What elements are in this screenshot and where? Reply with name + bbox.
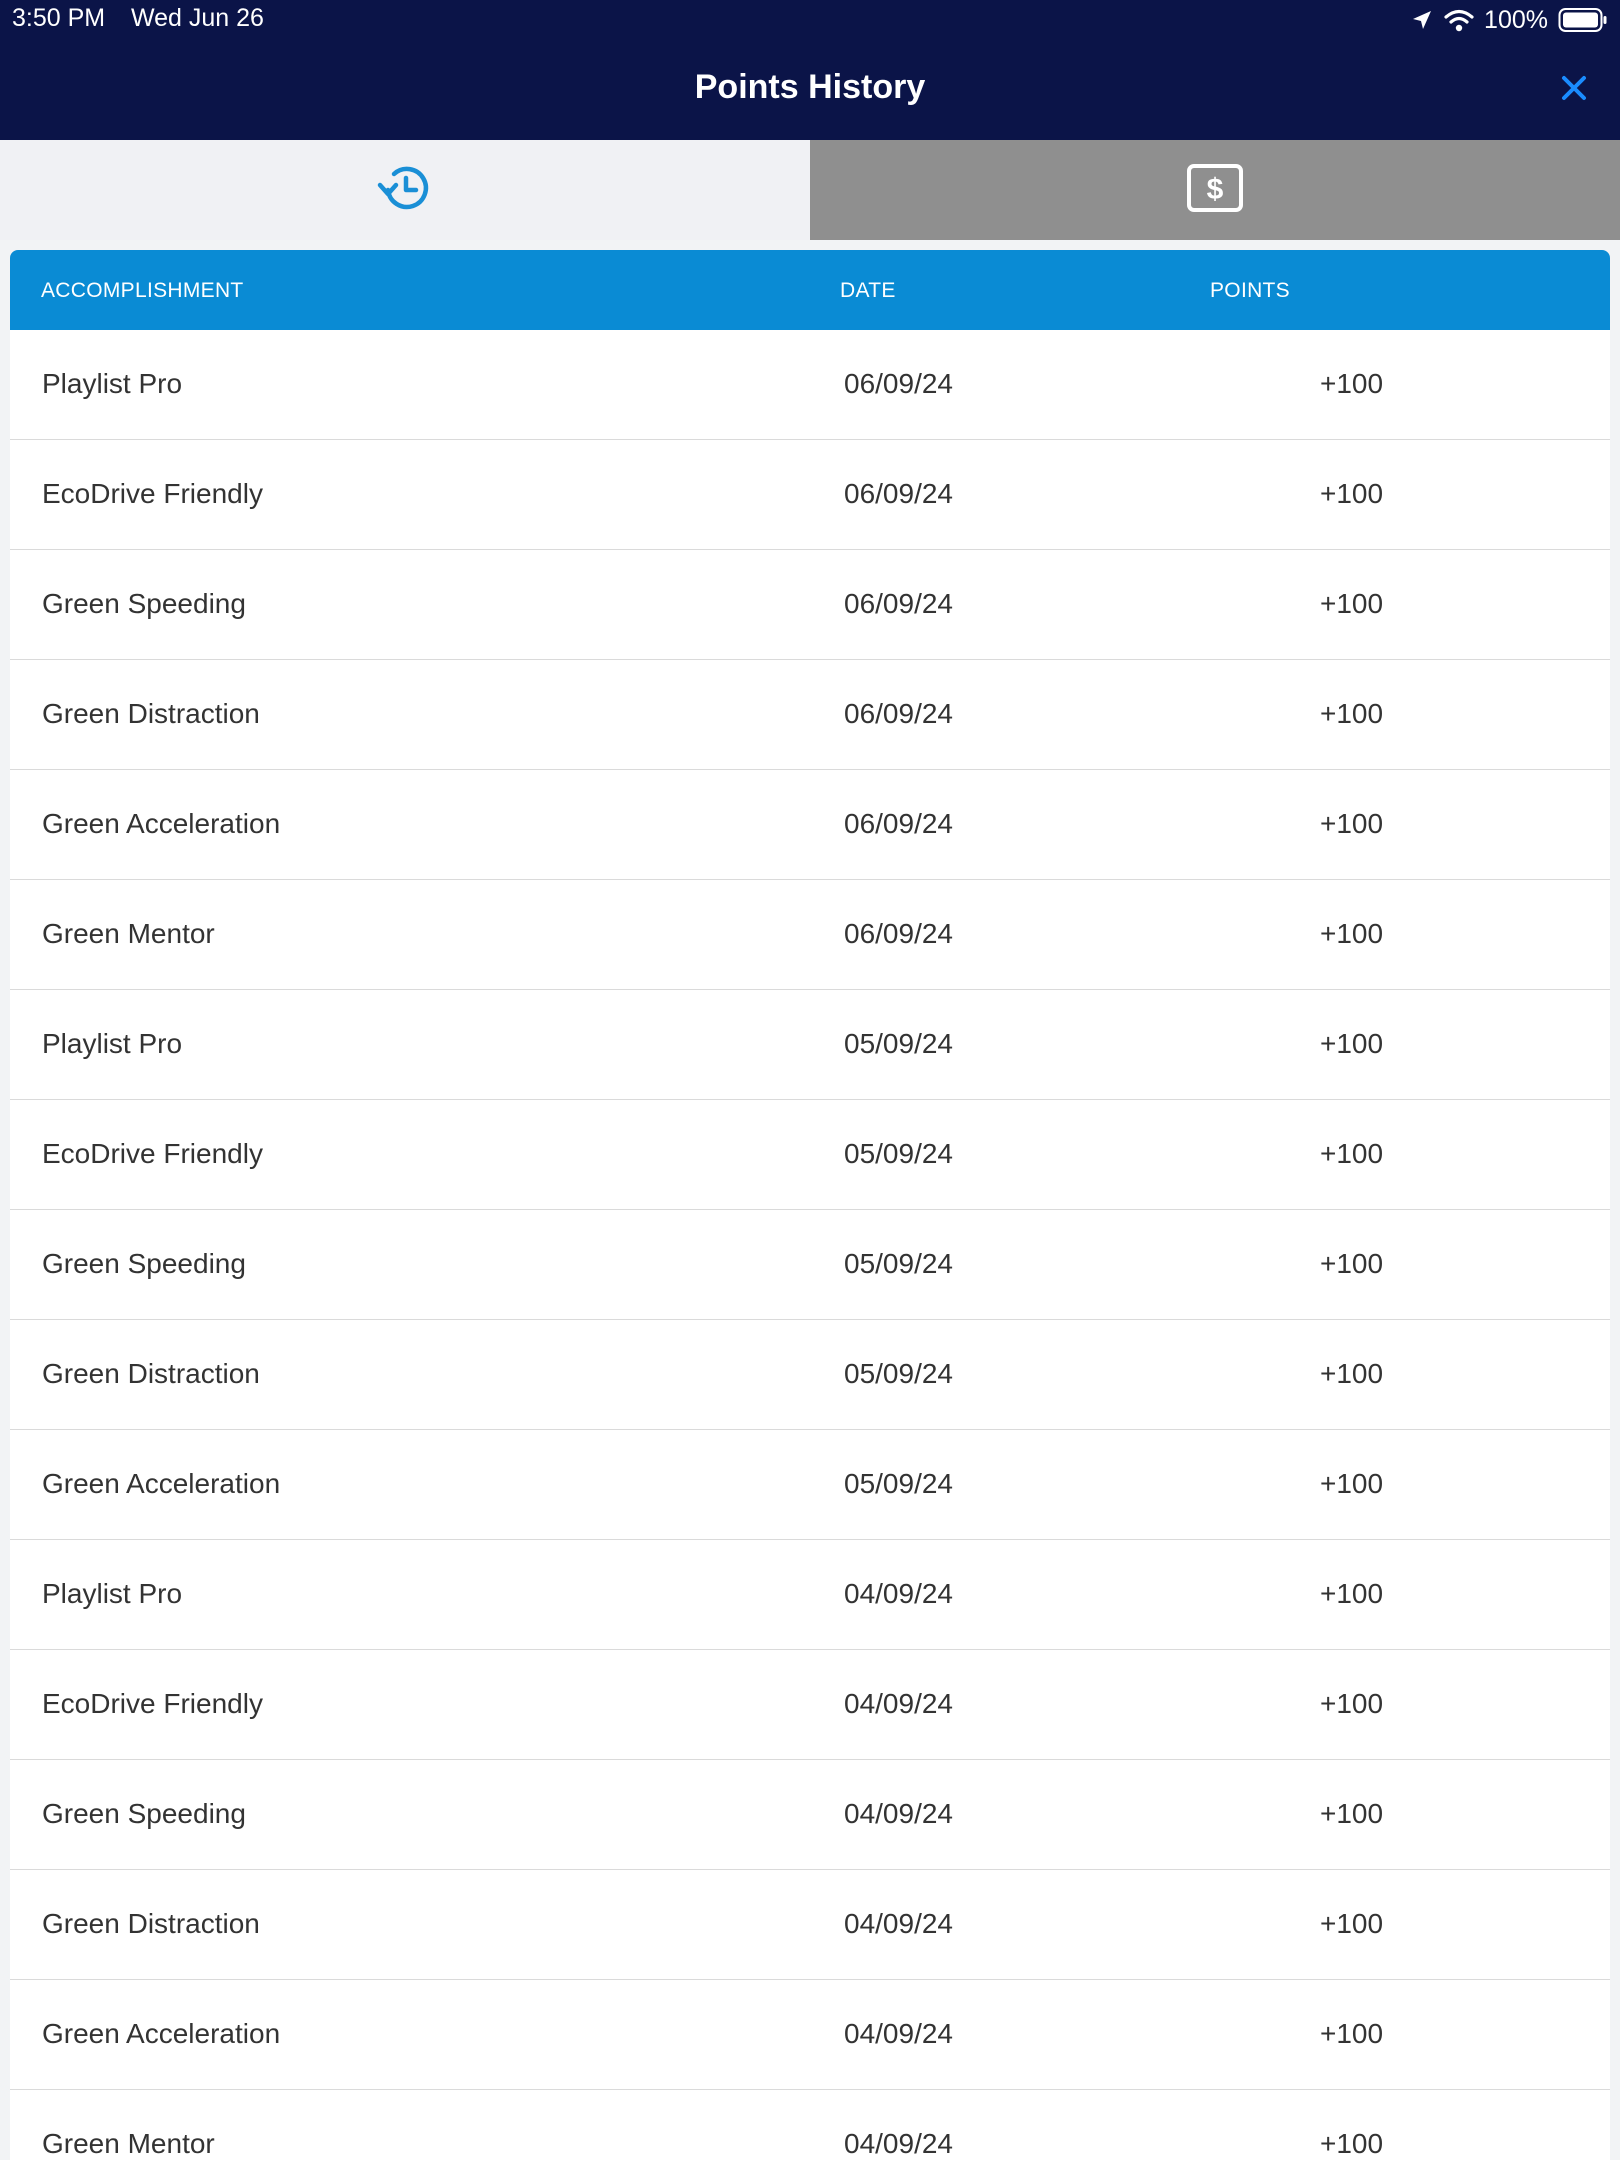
accomplishment-cell: Green Acceleration (42, 1468, 281, 1499)
table-row[interactable] (10, 440, 1610, 550)
date-cell: 05/09/24 (844, 1028, 953, 1059)
points-cell: +100 (1320, 1908, 1384, 1939)
status-time: 3:50 PM (12, 4, 106, 32)
date-cell: 06/09/24 (844, 808, 953, 839)
column-header-points: POINTS (1210, 279, 1290, 302)
accomplishment-cell: Green Speeding (42, 588, 246, 619)
points-cell: +100 (1320, 918, 1384, 949)
table-row[interactable] (10, 1650, 1610, 1760)
date-cell: 05/09/24 (844, 1138, 953, 1169)
table-row[interactable] (10, 330, 1610, 440)
table-row[interactable] (10, 880, 1610, 990)
accomplishment-cell: Green Acceleration (42, 808, 281, 839)
close-button[interactable] (1554, 68, 1594, 108)
date-cell: 06/09/24 (844, 918, 953, 949)
points-cell: +100 (1320, 1688, 1384, 1719)
table-row[interactable] (10, 1430, 1610, 1540)
accomplishment-cell: Green Distraction (42, 698, 260, 729)
tab-history[interactable] (0, 140, 810, 240)
date-cell: 04/09/24 (844, 1688, 953, 1719)
points-cell: +100 (1320, 1358, 1384, 1389)
points-cell: +100 (1320, 1248, 1384, 1279)
column-header-date: DATE (840, 279, 896, 302)
date-cell: 05/09/24 (844, 1248, 953, 1279)
wifi-icon (1444, 8, 1474, 32)
table-row[interactable] (10, 2090, 1610, 2160)
points-cell: +100 (1320, 2128, 1384, 2159)
accomplishment-cell: Green Distraction (42, 1358, 260, 1389)
date-cell: 04/09/24 (844, 1578, 953, 1609)
points-cell: +100 (1320, 1138, 1384, 1169)
points-cell: +100 (1320, 1028, 1384, 1059)
history-icon (375, 158, 435, 223)
page-title: Points History (694, 68, 926, 106)
table-row[interactable] (10, 550, 1610, 660)
status-date: Wed Jun 26 (131, 4, 264, 32)
accomplishment-cell: Playlist Pro (42, 1578, 183, 1609)
close-icon (1554, 95, 1594, 112)
battery-icon (1558, 7, 1608, 33)
date-cell: 04/09/24 (844, 2128, 953, 2159)
table-row[interactable] (10, 1870, 1610, 1980)
table-row[interactable] (10, 770, 1610, 880)
accomplishment-cell: Green Acceleration (42, 2018, 281, 2049)
accomplishment-cell: Green Mentor (42, 918, 215, 949)
table-row[interactable] (10, 1540, 1610, 1650)
date-cell: 04/09/24 (844, 1908, 953, 1939)
accomplishment-cell: Playlist Pro (42, 368, 183, 399)
accomplishment-cell: EcoDrive Friendly (42, 1138, 263, 1169)
table-row[interactable] (10, 660, 1610, 770)
points-cell: +100 (1320, 368, 1384, 399)
tab-redeem[interactable] (810, 140, 1620, 240)
date-cell: 05/09/24 (844, 1468, 953, 1499)
table-row[interactable] (10, 1760, 1610, 1870)
dollar-bill-icon (1185, 162, 1245, 219)
date-cell: 06/09/24 (844, 368, 953, 399)
table-row[interactable] (10, 1100, 1610, 1210)
points-cell: +100 (1320, 588, 1384, 619)
battery-percent: 100% (1484, 5, 1548, 34)
table-header (10, 250, 1610, 330)
points-cell: +100 (1320, 808, 1384, 839)
accomplishment-cell: EcoDrive Friendly (42, 478, 263, 509)
points-table (10, 250, 1610, 2160)
accomplishment-cell: Playlist Pro (42, 1028, 183, 1059)
table-row[interactable] (10, 990, 1610, 1100)
accomplishment-cell: Green Speeding (42, 1798, 246, 1829)
points-cell: +100 (1320, 1798, 1384, 1829)
date-cell: 06/09/24 (844, 698, 953, 729)
accomplishment-cell: Green Speeding (42, 1248, 246, 1279)
date-cell: 04/09/24 (844, 2018, 953, 2049)
points-cell: +100 (1320, 478, 1384, 509)
column-header-accomplishment: ACCOMPLISHMENT (41, 279, 244, 302)
svg-text:$: $ (1206, 172, 1224, 206)
date-cell: 06/09/24 (844, 478, 953, 509)
segmented-tabs (0, 140, 1620, 240)
table-row[interactable] (10, 1980, 1610, 2090)
location-arrow-icon (1410, 8, 1434, 32)
points-cell: +100 (1320, 698, 1384, 729)
accomplishment-cell: Green Mentor (42, 2128, 215, 2159)
date-cell: 05/09/24 (844, 1358, 953, 1389)
points-cell: +100 (1320, 1468, 1384, 1499)
accomplishment-cell: Green Distraction (42, 1908, 260, 1939)
date-cell: 04/09/24 (844, 1798, 953, 1829)
table-body (10, 330, 1610, 2160)
table-row[interactable] (10, 1320, 1610, 1430)
points-cell: +100 (1320, 2018, 1384, 2049)
accomplishment-cell: EcoDrive Friendly (42, 1688, 263, 1719)
navigation-bar (0, 0, 1620, 140)
status-indicators (1410, 4, 1608, 36)
points-cell: +100 (1320, 1578, 1384, 1609)
date-cell: 06/09/24 (844, 588, 953, 619)
table-row[interactable] (10, 1210, 1610, 1320)
